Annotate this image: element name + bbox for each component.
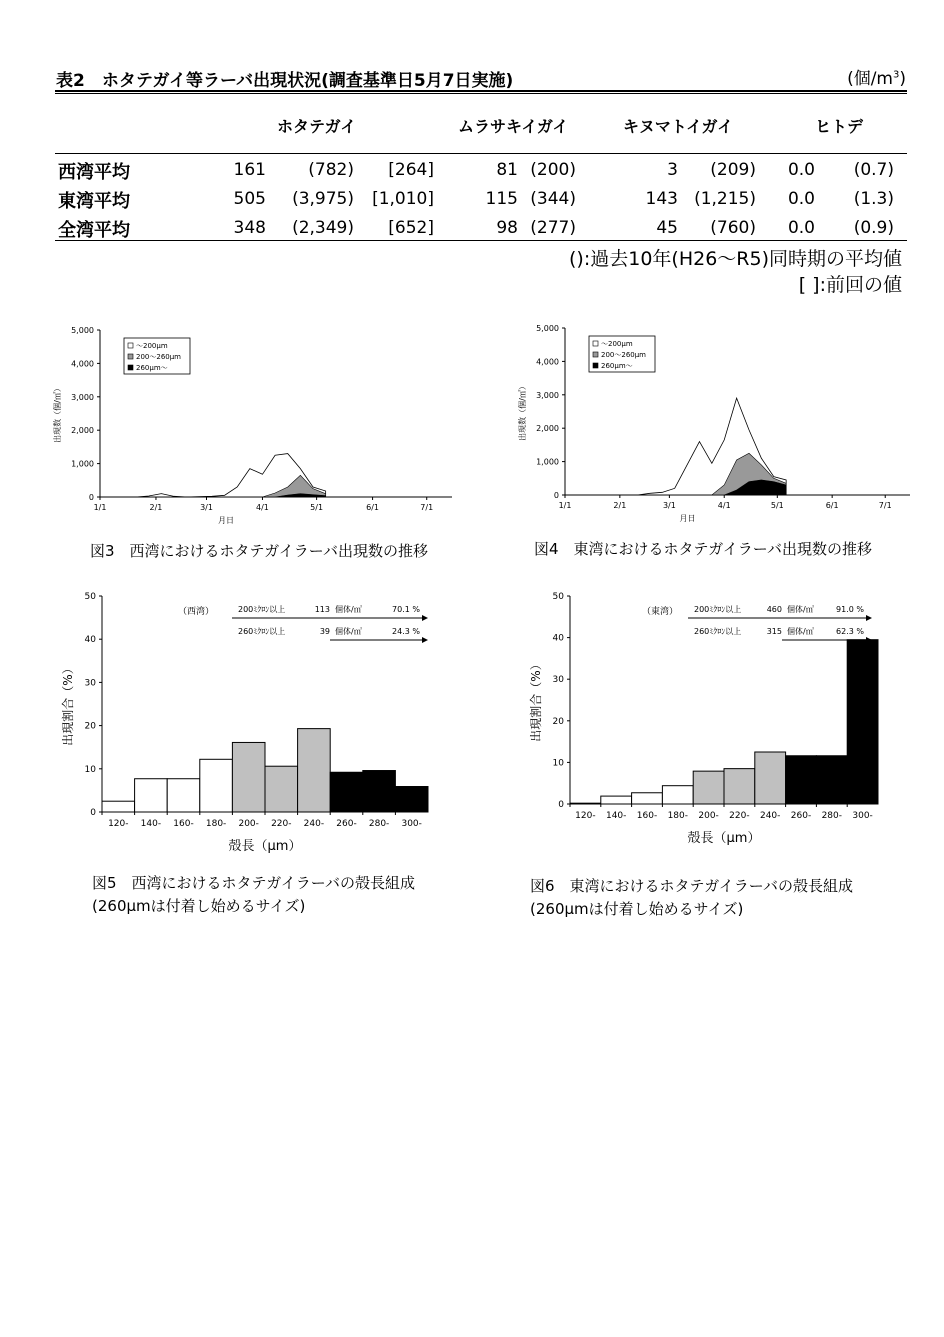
table-cell: 0.0 xyxy=(787,160,815,180)
y-tick-label: 20 xyxy=(552,716,564,727)
annotation-station: （西湾） xyxy=(178,607,215,617)
table-top-rule-inner xyxy=(55,93,907,94)
y-tick-label: 3,000 xyxy=(536,390,559,400)
legend-label: 260μm～ xyxy=(136,364,168,372)
legend-label: ～200μm xyxy=(136,342,168,350)
table-header-rule xyxy=(55,153,907,154)
table-cell: (344) xyxy=(530,189,576,209)
table-bottom-rule xyxy=(55,240,907,241)
table-cell: 161 xyxy=(233,160,266,180)
bar xyxy=(232,742,265,812)
table-unit: (個$/m^3$) xyxy=(847,69,906,89)
y-tick-label: 0 xyxy=(88,493,94,502)
legend-swatch xyxy=(128,343,133,348)
x-tick-label: 1/1 xyxy=(558,501,572,510)
x-tick-label: 4/1 xyxy=(256,503,269,512)
figure-6-caption: 図6 東湾におけるホタテガイラーバの殻長組成 xyxy=(530,877,854,895)
figure-6-subcaption: (260μmは付着し始めるサイズ) xyxy=(530,900,744,918)
bar xyxy=(693,771,724,804)
table-cell: 0.0 xyxy=(787,189,815,209)
table-cell: (277) xyxy=(530,218,576,238)
bar xyxy=(632,793,663,804)
table-note-average: ():過去10年(H26～R5)同時期の平均値 xyxy=(569,248,902,270)
figure-6-chart xyxy=(528,582,898,862)
y-tick-label: 10 xyxy=(552,758,564,769)
table-cell: [264] xyxy=(388,160,434,180)
bar xyxy=(395,787,428,812)
x-tick-label: 7/1 xyxy=(878,501,892,510)
figure-5-subcaption: (260μmは付着し始めるサイズ) xyxy=(92,897,306,915)
bar xyxy=(601,796,632,804)
table-cell: 81 xyxy=(496,160,518,180)
bar xyxy=(662,786,693,804)
y-tick-label: 40 xyxy=(552,633,564,644)
x-tick-label: 2/1 xyxy=(613,501,627,510)
table-cell: 505 xyxy=(233,189,266,209)
table-cell: (209) xyxy=(710,160,756,180)
x-tick-label: 5/1 xyxy=(310,503,324,512)
bar xyxy=(816,756,847,804)
x-tick-label: 300- xyxy=(401,819,422,829)
x-tick-label: 3/1 xyxy=(662,501,676,510)
table-cell: 3 xyxy=(667,160,678,180)
y-axis-label: 出現割合（%） xyxy=(61,662,75,746)
col-header-hitode: ヒトデ xyxy=(815,117,864,136)
y-tick-label: 30 xyxy=(552,675,564,686)
annotation-count: 460 xyxy=(766,605,782,614)
x-tick-label: 300- xyxy=(852,811,873,821)
bar xyxy=(265,766,298,812)
table-cell: 45 xyxy=(656,218,678,238)
table-cell: 115 xyxy=(485,189,518,209)
x-tick-label: 280- xyxy=(821,811,843,821)
y-tick-label: 0 xyxy=(90,808,96,818)
annotation-label: 200ﾐｸﾛﾝ以上 xyxy=(694,605,742,614)
y-tick-label: 4,000 xyxy=(536,357,559,367)
y-tick-label: 4,000 xyxy=(71,359,94,369)
table-cell: 348 xyxy=(233,218,266,238)
row-label: 西湾平均 xyxy=(58,162,130,183)
annotation-unit: 個体/㎥ xyxy=(787,605,814,614)
x-tick-label: 140- xyxy=(140,819,162,829)
y-axis-label: 出現数（個/㎥） xyxy=(53,384,62,443)
annotation-pct: 24.3 % xyxy=(392,627,420,636)
annotation-arrowhead xyxy=(422,615,428,621)
x-axis-label: 殻長（μm） xyxy=(228,839,302,854)
y-axis-label: 出現数（個/㎥） xyxy=(518,382,527,441)
annotation-count: 113 xyxy=(314,605,330,614)
legend-label: ～200μm xyxy=(601,340,633,348)
x-axis-label: 月日 xyxy=(218,516,234,525)
bar xyxy=(330,772,363,812)
legend-label: 200～260μm xyxy=(136,353,181,361)
table-title: 表2 ホタテガイ等ラーバ出現状況(調査基準日5月7日実施) xyxy=(56,71,514,91)
x-tick-label: 200- xyxy=(238,819,259,829)
x-tick-label: 240- xyxy=(303,819,325,829)
y-tick-label: 3,000 xyxy=(71,392,94,402)
col-header-hotategai: ホタテガイ xyxy=(277,117,357,136)
table-note-previous: [ ]:前回の値 xyxy=(798,274,902,296)
y-tick-label: 0 xyxy=(553,491,559,500)
x-tick-label: 260- xyxy=(790,811,812,821)
bar xyxy=(363,771,396,812)
figure-3-chart xyxy=(50,318,470,530)
y-tick-label: 40 xyxy=(84,635,96,646)
bar xyxy=(724,769,755,804)
y-tick-label: 30 xyxy=(84,678,96,689)
x-tick-label: 240- xyxy=(759,811,781,821)
legend-label: 200～260μm xyxy=(601,351,646,359)
annotation-pct: 70.1 % xyxy=(392,605,420,614)
annotation-count: 39 xyxy=(319,627,330,636)
y-axis-label: 出現割合（%） xyxy=(529,658,543,742)
annotation-station: （東湾） xyxy=(642,607,679,617)
x-tick-label: 180- xyxy=(205,819,227,829)
table-cell: [652] xyxy=(388,218,434,238)
y-tick-label: 50 xyxy=(552,592,564,602)
x-tick-label: 220- xyxy=(271,819,292,829)
bar xyxy=(298,729,331,812)
bar xyxy=(200,759,233,812)
legend-swatch xyxy=(128,354,133,359)
legend-swatch xyxy=(593,352,598,357)
x-tick-label: 5/1 xyxy=(770,501,784,510)
x-tick-label: 7/1 xyxy=(420,503,434,512)
x-tick-label: 1/1 xyxy=(93,503,107,512)
row-label: 全湾平均 xyxy=(58,220,130,241)
y-tick-label: 20 xyxy=(84,721,96,732)
legend-swatch xyxy=(128,365,133,370)
table-cell: 98 xyxy=(496,218,518,238)
annotation-unit: 個体/㎥ xyxy=(335,627,362,636)
figure-3-caption: 図3 西湾におけるホタテガイラーバ出現数の推移 xyxy=(90,542,429,560)
y-tick-label: 5,000 xyxy=(536,324,559,333)
annotation-pct: 62.3 % xyxy=(836,627,864,636)
legend-swatch xyxy=(593,363,598,368)
table-cell: (0.9) xyxy=(853,218,894,238)
x-tick-label: 160- xyxy=(173,819,194,829)
annotation-label: 200ﾐｸﾛﾝ以上 xyxy=(238,605,286,614)
annotation-unit: 個体/㎥ xyxy=(335,605,362,614)
table-top-rule xyxy=(55,90,907,92)
y-tick-label: 1,000 xyxy=(71,459,94,469)
table-cell: [1,010] xyxy=(372,189,434,209)
table-cell: (200) xyxy=(530,160,576,180)
table-cell: (1,215) xyxy=(694,189,756,209)
annotation-arrowhead xyxy=(866,615,872,621)
bar xyxy=(786,756,817,804)
annotation-pct: 91.0 % xyxy=(836,605,864,614)
table-cell: (3,975) xyxy=(292,189,354,209)
figure-4-caption: 図4 東湾におけるホタテガイラーバ出現数の推移 xyxy=(534,540,873,558)
bar xyxy=(135,779,168,812)
x-tick-label: 6/1 xyxy=(825,501,839,510)
annotation-label: 260ﾐｸﾛﾝ以上 xyxy=(238,627,286,636)
x-tick-label: 3/1 xyxy=(200,503,213,512)
x-tick-label: 2/1 xyxy=(149,503,163,512)
table-cell: (0.7) xyxy=(853,160,894,180)
col-header-murasakiigai: ムラサキイガイ xyxy=(458,117,569,136)
x-tick-label: 160- xyxy=(636,811,658,821)
y-tick-label: 2,000 xyxy=(536,424,559,434)
y-tick-label: 5,000 xyxy=(71,326,94,335)
y-tick-label: 50 xyxy=(84,592,96,602)
bar xyxy=(102,801,135,812)
x-tick-label: 4/1 xyxy=(717,501,731,510)
table-cell: (2,349) xyxy=(292,218,354,238)
table-cell: (782) xyxy=(308,160,354,180)
x-tick-label: 6/1 xyxy=(366,503,380,512)
figure-5-chart xyxy=(54,582,444,862)
table-cell: 143 xyxy=(645,189,678,209)
legend-swatch xyxy=(593,341,598,346)
x-tick-label: 120- xyxy=(108,819,129,829)
y-tick-label: 2,000 xyxy=(71,426,94,436)
table-cell: (1.3) xyxy=(853,189,894,209)
table-cell: 0.0 xyxy=(787,218,815,238)
figure-4-chart xyxy=(508,316,928,528)
bar xyxy=(570,803,601,804)
x-axis-label: 月日 xyxy=(679,514,696,523)
bar xyxy=(167,779,200,812)
col-header-kinumatoigai: キヌマトイガイ xyxy=(623,117,734,136)
y-tick-label: 0 xyxy=(558,800,564,810)
x-tick-label: 220- xyxy=(729,811,750,821)
table-cell: (760) xyxy=(710,218,756,238)
x-tick-label: 260- xyxy=(336,819,357,829)
x-tick-label: 140- xyxy=(605,811,627,821)
bar xyxy=(755,752,786,804)
annotation-label: 260ﾐｸﾛﾝ以上 xyxy=(694,627,742,636)
x-tick-label: 200- xyxy=(698,811,719,821)
x-tick-label: 180- xyxy=(667,811,689,821)
annotation-count: 315 xyxy=(766,627,782,636)
annotation-unit: 個体/㎥ xyxy=(787,627,814,636)
bar xyxy=(847,640,878,804)
legend-label: 260μm～ xyxy=(601,362,633,370)
row-label: 東湾平均 xyxy=(58,191,130,212)
annotation-arrowhead xyxy=(422,637,428,643)
x-axis-label: 殻長（μm） xyxy=(687,831,761,846)
figure-5-caption: 図5 西湾におけるホタテガイラーバの殻長組成 xyxy=(92,874,416,892)
x-tick-label: 120- xyxy=(575,811,596,821)
y-tick-label: 1,000 xyxy=(536,457,559,467)
y-tick-label: 10 xyxy=(84,764,96,775)
x-tick-label: 280- xyxy=(368,819,390,829)
